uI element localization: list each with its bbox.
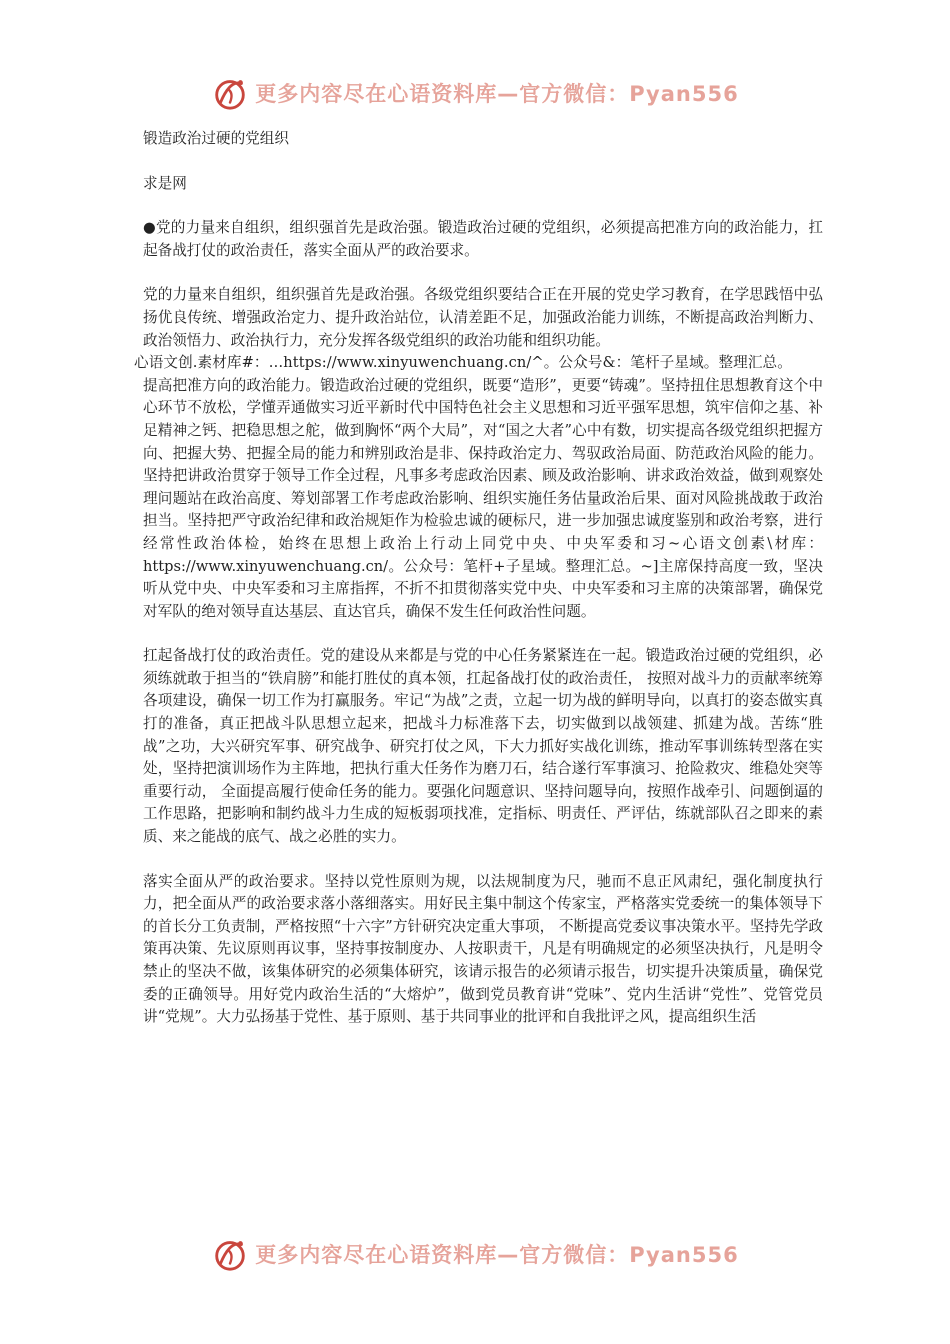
document-body [134,128,823,1051]
watermark-inline: ~心语文创素\材库：https://www.xinyuwenchuang.cn/。公众号：笔杆+子星域。整理汇总。~] [143,534,823,575]
paragraph-1-text-tail: 主席保持高度一致，坚决听从党中央、中央军委和习主席指挥，不折不扣贯彻落实党中央、中央军委和习主席的决策部署，确保党对军队的绝对领导直达基层、直达官兵，确保不发生任何政治性问题。 [143,557,823,620]
document-source: 求是网 [143,174,187,192]
paragraph-1-text-cont: 提高把准方向的政治能力。锻造政治过硬的党组织，既要“造形”，更要“铸魂”。坚持扭住思想教育这个中心环节不放松，学懂弄通做实习近平新时代中国特色社会主义思想和习近平强军思想，筑牢信仰之基、补足精神之钙、把稳思想之舵，做到胸怀“两个大局”，对“国之大者”心中有数，切实提高各级党组织把握方向、把握大势、把握全局的能力和辨别政治是非、保持政治定力、驾驭政治局面、防范政治风险的能力。坚持把讲政治贯穿于领导工作全过程，凡事多考虑政治因素、顾及政治影响、讲求政治效益，做到观察处理问题站在政治高度、筹划部署工作考虑政治影响、组织实施任务估量政治后果、面对风险挑战敢于政治担当。坚持把严守政治纪律和政治规矩作为检验忠诚的硬标尺，进一步加强忠诚度鉴别和政治考察，进行经常性政治体检，始终在思想上政治上行动上同党中央、中央军委和习 [143,376,823,552]
logo-icon [211,1235,249,1273]
footer-banner [0,1232,950,1276]
logo-icon [211,74,249,112]
document-title: 锻造政治过硬的党组织 [143,130,289,147]
lead-paragraph: ●党的力量来自组织，组织强首先是政治强。锻造政治过硬的党组织，必须提高把准方向的政治能力，扛起备战打仗的政治责任，落实全面从严的政治要求。 [143,219,823,259]
watermark-line: 心语文创.素材库#：…https://www.xinyuwenchuang.cn/^。公众号&：笔杆子星域。整理汇总。 [134,354,792,372]
paragraph-2: 扛起备战打仗的政治责任。党的建设从来都是与党的中心任务紧紧连在一起。锻造政治过硬的党组织，必须练就敢于担当的“铁肩膀”和能打胜仗的真本领，扛起备战打仗的政治责任， 按照对战斗力的贡献率统筹各项建设，确保一切工作为打赢服务。牢记“为战”之责，立起一切为战的鲜明导向，以真打的姿态做实真打的准备，真正把战斗队思想立起来，把战斗力标准落下去，切实做到以战领建、抓建为战。苦练“胜战”之功，大兴研究军事、研究战争、研究打仗之风，下大力抓好实战化训练，推动军事训练转型落在实处，坚持把演训场作为主阵地，把执行重大任务作为磨刀石，结合遂行军事演习、抢险救灾、维稳处突等重要行动， 全面提高履行使命任务的能力。要强化问题意识、坚持问题导向，按照作战牵引、问题倒逼的工作思路，把影响和制约战斗力生成的短板弱项找准，定指标、明责任、严评估，练就部队召之即来的素质、来之能战的底气、战之必胜的实力。 [143,647,823,846]
header-banner [0,71,950,115]
banner-text: 更多内容尽在心语资料库—官方微信：Pyan556 [255,1243,739,1267]
paragraph-1 [134,284,823,623]
paragraph-3: 落实全面从严的政治要求。坚持以党性原则为规，以法规制度为尺，驰而不息正风肃纪，强化制度执行力，把全面从严的政治要求落小落细落实。用好民主集中制这个传家宝，严格落实党委统一的集体领导下的首长分工负责制，严格按照“十六字”方针研究决定重大事项， 不断提高党委议事决策水平。坚持先学政策再决策、先议原则再议事，坚持事按制度办、人按职责干，凡是有明确规定的必须坚决执行，凡是明令禁止的坚决不做，该集体研究的必须集体研究，该请示报告的必须请示报告，切实提升决策质量，确保党委的正确领导。用好党内政治生活的“大熔炉”，做到党员教育讲“党味”、党内生活讲“党性”、党管党员讲“党规”。大力弘扬基于党性、基于原则、基于共同事业的批评和自我批评之风，提高组织生活 [143,872,823,1026]
banner-text: 更多内容尽在心语资料库—官方微信：Pyan556 [255,82,739,106]
paragraph-1-text: 党的力量来自组织，组织强首先是政治强。各级党组织要结合正在开展的党史学习教育，在学思践悟中弘扬优良传统、增强政治定力、提升政治站位，认清差距不足，加强政治能力训练，不断提高政治判断力、政治领悟力、政治执行力，充分发挥各级党组织的政治功能和组织功能。 [143,286,823,349]
